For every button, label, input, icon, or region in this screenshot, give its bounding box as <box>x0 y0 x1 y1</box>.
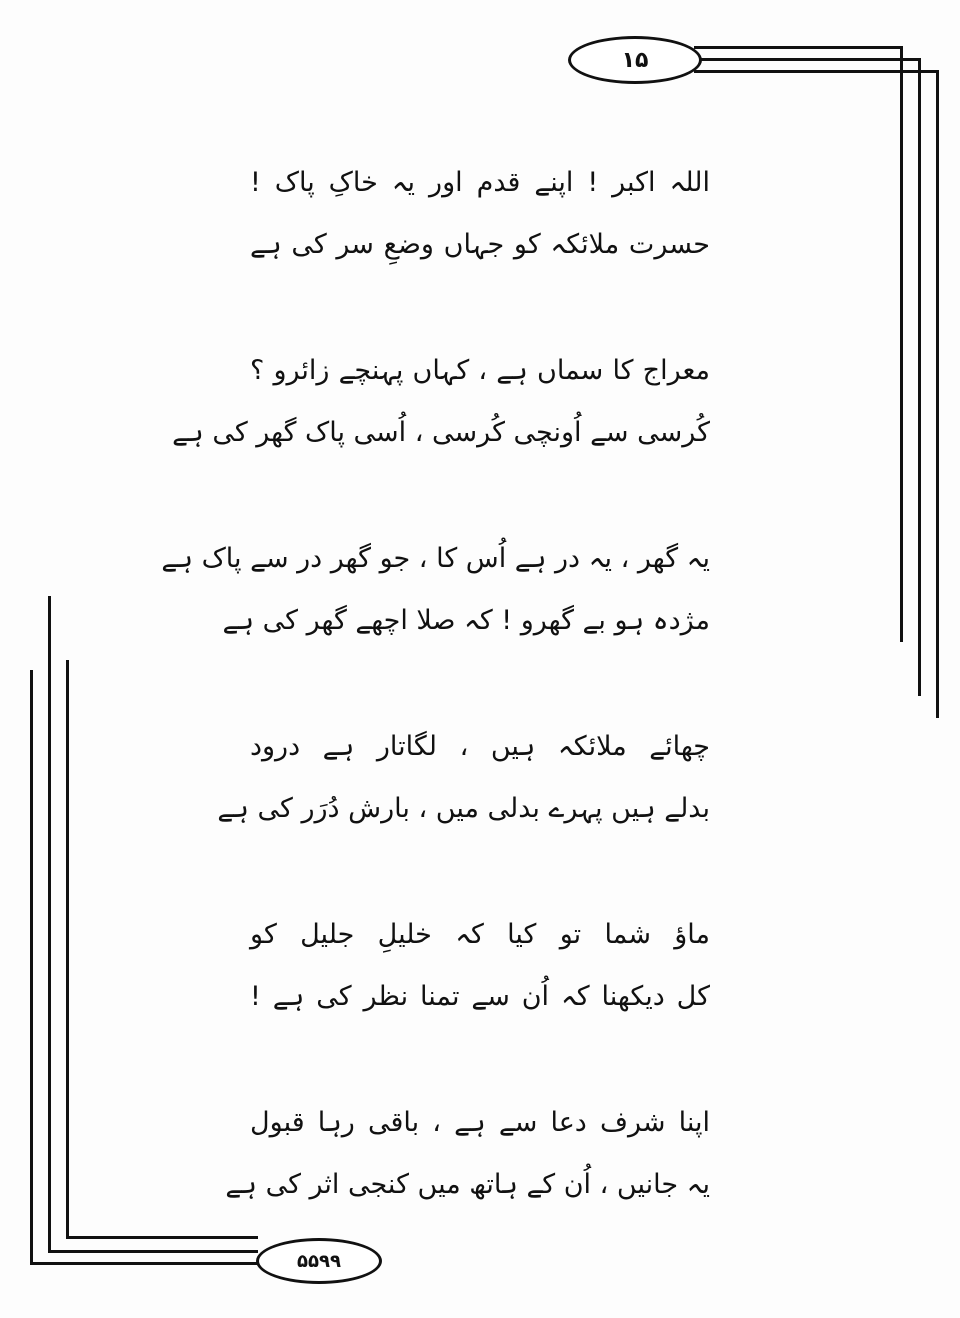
frame-right-line-1 <box>900 46 903 642</box>
stanza-6 <box>225 1107 710 1200</box>
stanza-2 <box>172 355 710 448</box>
verse-line: یہ گھر ، یہ در ہے اُس کا ، جو گھر در سے پاک ہے <box>161 543 710 574</box>
frame-left-line-1 <box>30 670 33 1264</box>
verse-line: کل دیکھنا کہ اُن سے تمنا نظر کی ہے ! <box>250 981 710 1012</box>
verse-line: یہ جانیں ، اُن کے ہاتھ میں کنجی اثر کی ہے <box>225 1169 710 1200</box>
verse-line: بدلے ہیں پہرے بدلی میں ، بارش دُرَر کی ہے <box>217 793 710 824</box>
frame-top-line-1 <box>694 46 902 49</box>
verse-line: اپنا شرف دعا سے ہے ، باقی رہا قبول <box>250 1107 710 1138</box>
verse-line: حسرت ملائکہ کو جہاں وضعِ سر کی ہے <box>250 229 710 260</box>
stanza-3 <box>161 543 710 636</box>
frame-top-line-2 <box>694 58 920 61</box>
frame-bottom-line-2 <box>48 1250 258 1253</box>
page-number: ۱۵ <box>621 47 649 73</box>
footer-code: ۵۵۹۹ <box>297 1250 341 1272</box>
verse-line: معراج کا سماں ہے ، کہاں پہنچے زائرو ؟ <box>250 355 710 386</box>
frame-left-line-2 <box>48 596 51 1250</box>
frame-right-line-3 <box>936 70 939 718</box>
page-number-oval <box>568 36 702 84</box>
poem <box>161 167 710 1296</box>
verse-line: کُرسی سے اُونچی کُرسی ، اُسی پاک گھر کی ہے <box>172 417 710 448</box>
stanza-4 <box>217 731 710 824</box>
frame-right-line-2 <box>918 58 921 696</box>
stanza-1 <box>250 168 710 260</box>
stanza-5 <box>250 920 710 1012</box>
frame-left-line-3 <box>66 660 69 1238</box>
frame-bottom-line-1 <box>30 1262 258 1265</box>
verse-line: اللہ اکبر ! اپنے قدم اور یہ خاکِ پاک ! <box>250 167 710 198</box>
frame-bottom-line-3 <box>66 1236 258 1239</box>
verse-line: مژدہ ہو بے گھرو ! کہ صلا اچھے گھر کی ہے <box>222 605 710 636</box>
verse-line: چھائے ملائکہ ہیں ، لگاتار ہے درود <box>250 731 710 762</box>
verse-line: ماؤ شما تو کیا کہ خلیلِ جلیل کو <box>250 919 710 950</box>
